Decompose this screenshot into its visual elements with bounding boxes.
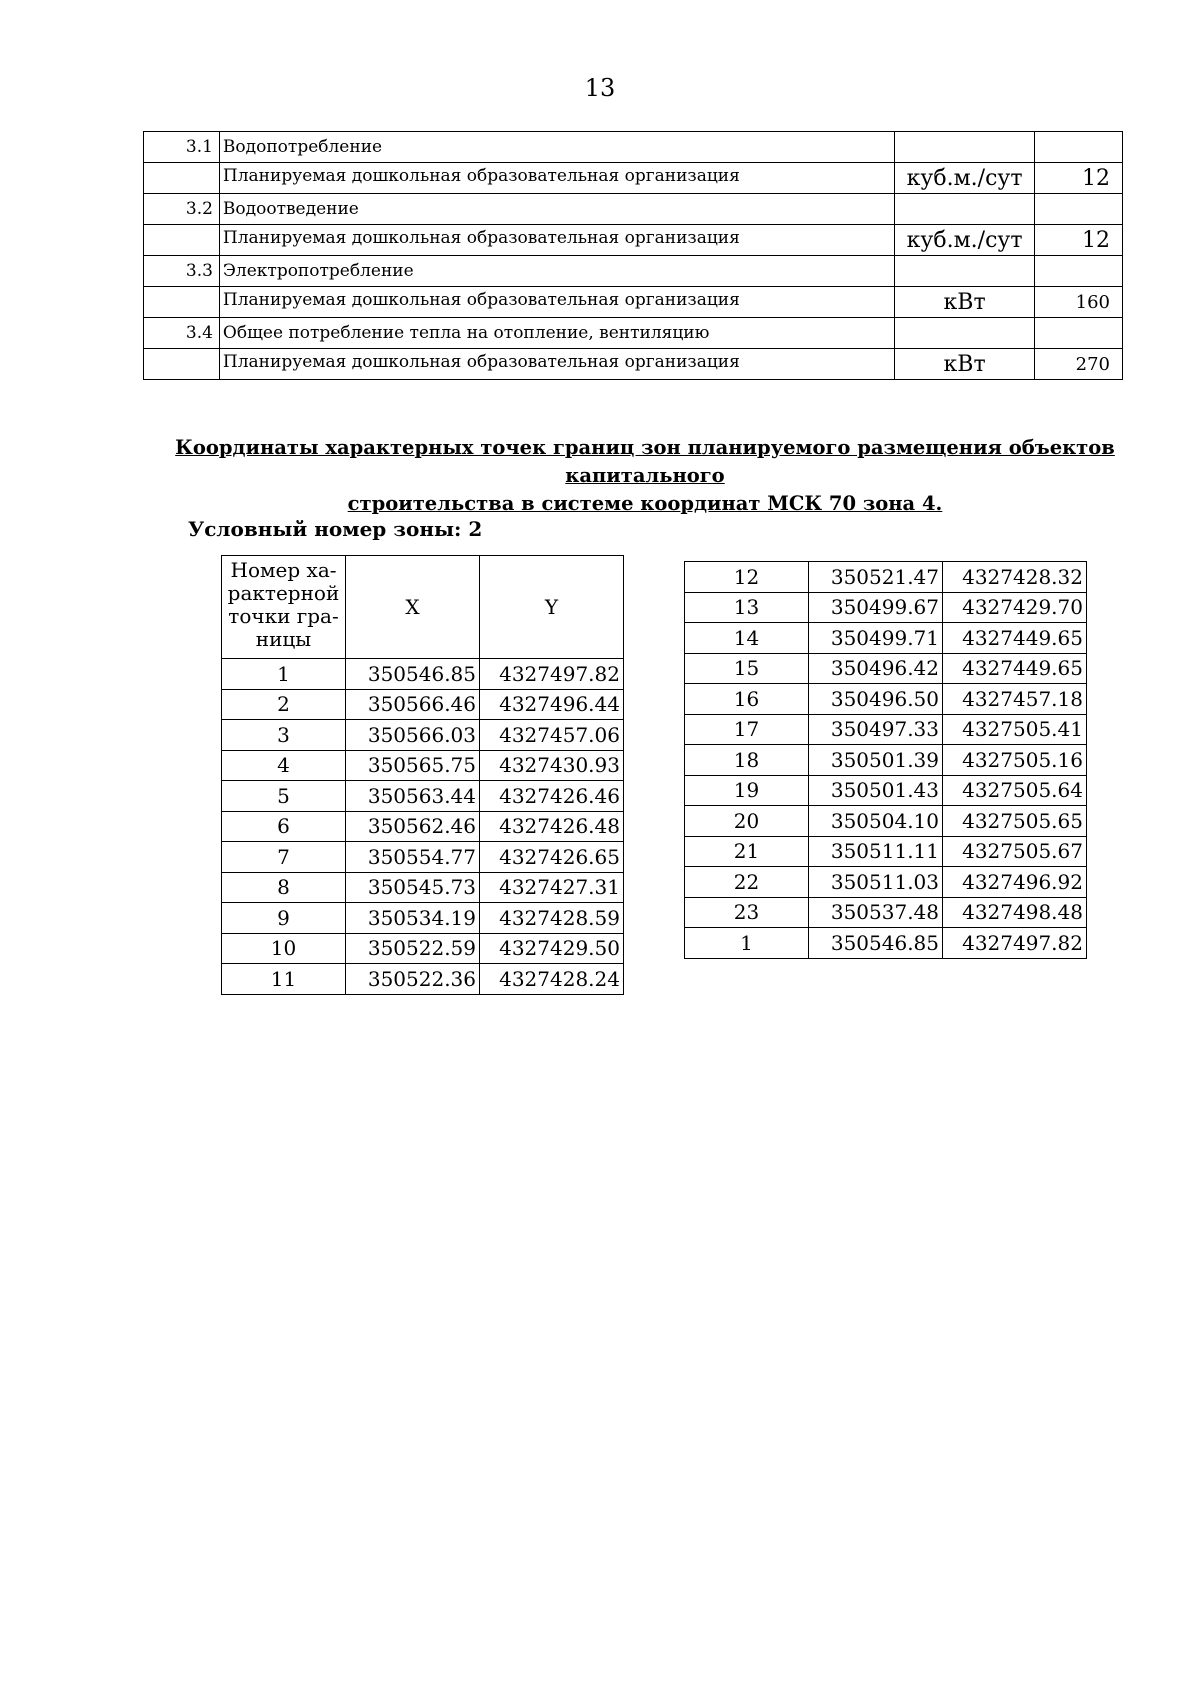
item-name: Планируемая дошкольная образовательная организация: [219, 163, 894, 194]
table-row: [685, 623, 1087, 654]
coordinates-table-left: [221, 555, 624, 995]
table-row: [685, 592, 1087, 623]
item-unit: куб.м./сут: [895, 163, 1035, 194]
table-row: [144, 163, 1123, 194]
table-row: [222, 750, 624, 781]
y-coordinate-cell: 4327426.48: [480, 811, 624, 842]
x-coordinate-cell: 350504.10: [809, 806, 943, 837]
item-number: [144, 287, 220, 318]
point-number-cell: 23: [685, 897, 809, 928]
item-unit: [895, 132, 1035, 163]
x-coordinate-cell: 350496.42: [809, 653, 943, 684]
table-row: [222, 781, 624, 812]
y-coordinate-cell: 4327505.16: [943, 745, 1087, 776]
item-name: Общее потребление тепла на отопление, вентиляцию: [219, 318, 894, 349]
point-number-cell: 21: [685, 836, 809, 867]
x-coordinate-cell: 350499.67: [809, 592, 943, 623]
point-number-cell: 6: [222, 811, 346, 842]
table-row: [144, 349, 1123, 380]
point-number-cell: 4: [222, 750, 346, 781]
table-row: [222, 811, 624, 842]
column-header-y: Y: [480, 556, 624, 659]
x-coordinate-cell: 350501.39: [809, 745, 943, 776]
item-name: Электропотребление: [219, 256, 894, 287]
y-coordinate-cell: 4327449.65: [943, 623, 1087, 654]
y-coordinate-cell: 4327426.46: [480, 781, 624, 812]
point-number-cell: 3: [222, 720, 346, 751]
x-coordinate-cell: 350566.46: [346, 689, 480, 720]
y-coordinate-cell: 4327430.93: [480, 750, 624, 781]
item-number: [144, 225, 220, 256]
item-name: Планируемая дошкольная образовательная организация: [219, 287, 894, 318]
table-row: [685, 745, 1087, 776]
x-coordinate-cell: 350496.50: [809, 684, 943, 715]
table-header-row: [222, 556, 624, 659]
point-number-cell: 18: [685, 745, 809, 776]
column-header-point: [222, 556, 346, 659]
item-number: 3.2: [144, 194, 220, 225]
item-value: [1035, 132, 1123, 163]
y-coordinate-cell: 4327428.32: [943, 562, 1087, 593]
table-row: [144, 256, 1123, 287]
y-coordinate-cell: 4327505.65: [943, 806, 1087, 837]
x-coordinate-cell: 350566.03: [346, 720, 480, 751]
point-number-cell: 22: [685, 867, 809, 898]
y-coordinate-cell: 4327497.82: [943, 928, 1087, 959]
x-coordinate-cell: 350511.03: [809, 867, 943, 898]
table-row: [222, 689, 624, 720]
item-value: 270: [1035, 349, 1123, 380]
x-coordinate-cell: 350522.36: [346, 964, 480, 995]
table-row: [222, 903, 624, 934]
section-heading: [155, 434, 1135, 518]
table-row: [685, 684, 1087, 715]
y-coordinate-cell: 4327426.65: [480, 842, 624, 873]
point-number-cell: 9: [222, 903, 346, 934]
page-number: 13: [584, 74, 616, 102]
item-value: 160: [1035, 287, 1123, 318]
x-coordinate-cell: 350511.11: [809, 836, 943, 867]
table-row: [144, 225, 1123, 256]
x-coordinate-cell: 350563.44: [346, 781, 480, 812]
point-number-cell: 1: [685, 928, 809, 959]
table-row: [222, 933, 624, 964]
point-number-cell: 20: [685, 806, 809, 837]
y-coordinate-cell: 4327428.59: [480, 903, 624, 934]
table-row: [144, 318, 1123, 349]
point-number-cell: 16: [685, 684, 809, 715]
y-coordinate-cell: 4327505.41: [943, 714, 1087, 745]
table-row: [144, 194, 1123, 225]
item-unit: [895, 194, 1035, 225]
item-number: 3.4: [144, 318, 220, 349]
point-number-cell: 13: [685, 592, 809, 623]
section-heading-line: строительства в системе координат МСК 70 зона 4.: [347, 492, 943, 515]
table-row: [685, 806, 1087, 837]
point-number-cell: 5: [222, 781, 346, 812]
table-row: [222, 720, 624, 751]
item-value: [1035, 194, 1123, 225]
y-coordinate-cell: 4327449.65: [943, 653, 1087, 684]
item-value: [1035, 318, 1123, 349]
column-header-point-line: точки гра-: [228, 604, 339, 628]
column-header-point-line: Номер ха-: [230, 558, 337, 582]
point-number-cell: 7: [222, 842, 346, 873]
x-coordinate-cell: 350554.77: [346, 842, 480, 873]
table-row: [685, 562, 1087, 593]
x-coordinate-cell: 350546.85: [346, 659, 480, 690]
table-row: [685, 867, 1087, 898]
table-row: [222, 964, 624, 995]
item-name: Планируемая дошкольная образовательная организация: [219, 225, 894, 256]
table-row: [222, 659, 624, 690]
table-row: [222, 842, 624, 873]
item-value: 12: [1035, 225, 1123, 256]
item-number: 3.1: [144, 132, 220, 163]
y-coordinate-cell: 4327427.31: [480, 872, 624, 903]
y-coordinate-cell: 4327496.44: [480, 689, 624, 720]
x-coordinate-cell: 350522.59: [346, 933, 480, 964]
item-unit: кВт: [895, 287, 1035, 318]
item-name: Водопотребление: [219, 132, 894, 163]
x-coordinate-cell: 350501.43: [809, 775, 943, 806]
parameters-table: [143, 131, 1123, 380]
column-header-point-line: рактерной: [227, 581, 340, 605]
table-row: [144, 132, 1123, 163]
point-number-cell: 11: [222, 964, 346, 995]
y-coordinate-cell: 4327457.18: [943, 684, 1087, 715]
table-row: [685, 653, 1087, 684]
x-coordinate-cell: 350499.71: [809, 623, 943, 654]
table-row: [685, 897, 1087, 928]
point-number-cell: 12: [685, 562, 809, 593]
y-coordinate-cell: 4327498.48: [943, 897, 1087, 928]
item-unit: кВт: [895, 349, 1035, 380]
table-row: [144, 287, 1123, 318]
table-row: [222, 872, 624, 903]
x-coordinate-cell: 350565.75: [346, 750, 480, 781]
item-name: Водоотведение: [219, 194, 894, 225]
coordinates-table-right: [684, 561, 1087, 959]
y-coordinate-cell: 4327428.24: [480, 964, 624, 995]
item-value: [1035, 256, 1123, 287]
y-coordinate-cell: 4327497.82: [480, 659, 624, 690]
zone-label: Условный номер зоны: 2: [188, 517, 483, 541]
x-coordinate-cell: 350521.47: [809, 562, 943, 593]
column-header-point-line: ницы: [255, 627, 312, 651]
table-row: [685, 928, 1087, 959]
y-coordinate-cell: 4327505.67: [943, 836, 1087, 867]
item-value: 12: [1035, 163, 1123, 194]
point-number-cell: 10: [222, 933, 346, 964]
y-coordinate-cell: 4327457.06: [480, 720, 624, 751]
item-unit: [895, 256, 1035, 287]
item-number: 3.3: [144, 256, 220, 287]
y-coordinate-cell: 4327496.92: [943, 867, 1087, 898]
x-coordinate-cell: 350497.33: [809, 714, 943, 745]
point-number-cell: 2: [222, 689, 346, 720]
point-number-cell: 15: [685, 653, 809, 684]
section-heading-line: Координаты характерных точек границ зон планируемого размещения объектов капитального: [175, 436, 1115, 487]
table-row: [685, 714, 1087, 745]
x-coordinate-cell: 350534.19: [346, 903, 480, 934]
column-header-x: X: [346, 556, 480, 659]
point-number-cell: 14: [685, 623, 809, 654]
x-coordinate-cell: 350545.73: [346, 872, 480, 903]
x-coordinate-cell: 350546.85: [809, 928, 943, 959]
x-coordinate-cell: 350537.48: [809, 897, 943, 928]
point-number-cell: 17: [685, 714, 809, 745]
x-coordinate-cell: 350562.46: [346, 811, 480, 842]
table-row: [685, 836, 1087, 867]
item-unit: куб.м./сут: [895, 225, 1035, 256]
y-coordinate-cell: 4327429.50: [480, 933, 624, 964]
y-coordinate-cell: 4327429.70: [943, 592, 1087, 623]
point-number-cell: 1: [222, 659, 346, 690]
point-number-cell: 19: [685, 775, 809, 806]
point-number-cell: 8: [222, 872, 346, 903]
item-number: [144, 163, 220, 194]
item-number: [144, 349, 220, 380]
item-unit: [895, 318, 1035, 349]
table-row: [685, 775, 1087, 806]
item-name: Планируемая дошкольная образовательная организация: [219, 349, 894, 380]
y-coordinate-cell: 4327505.64: [943, 775, 1087, 806]
